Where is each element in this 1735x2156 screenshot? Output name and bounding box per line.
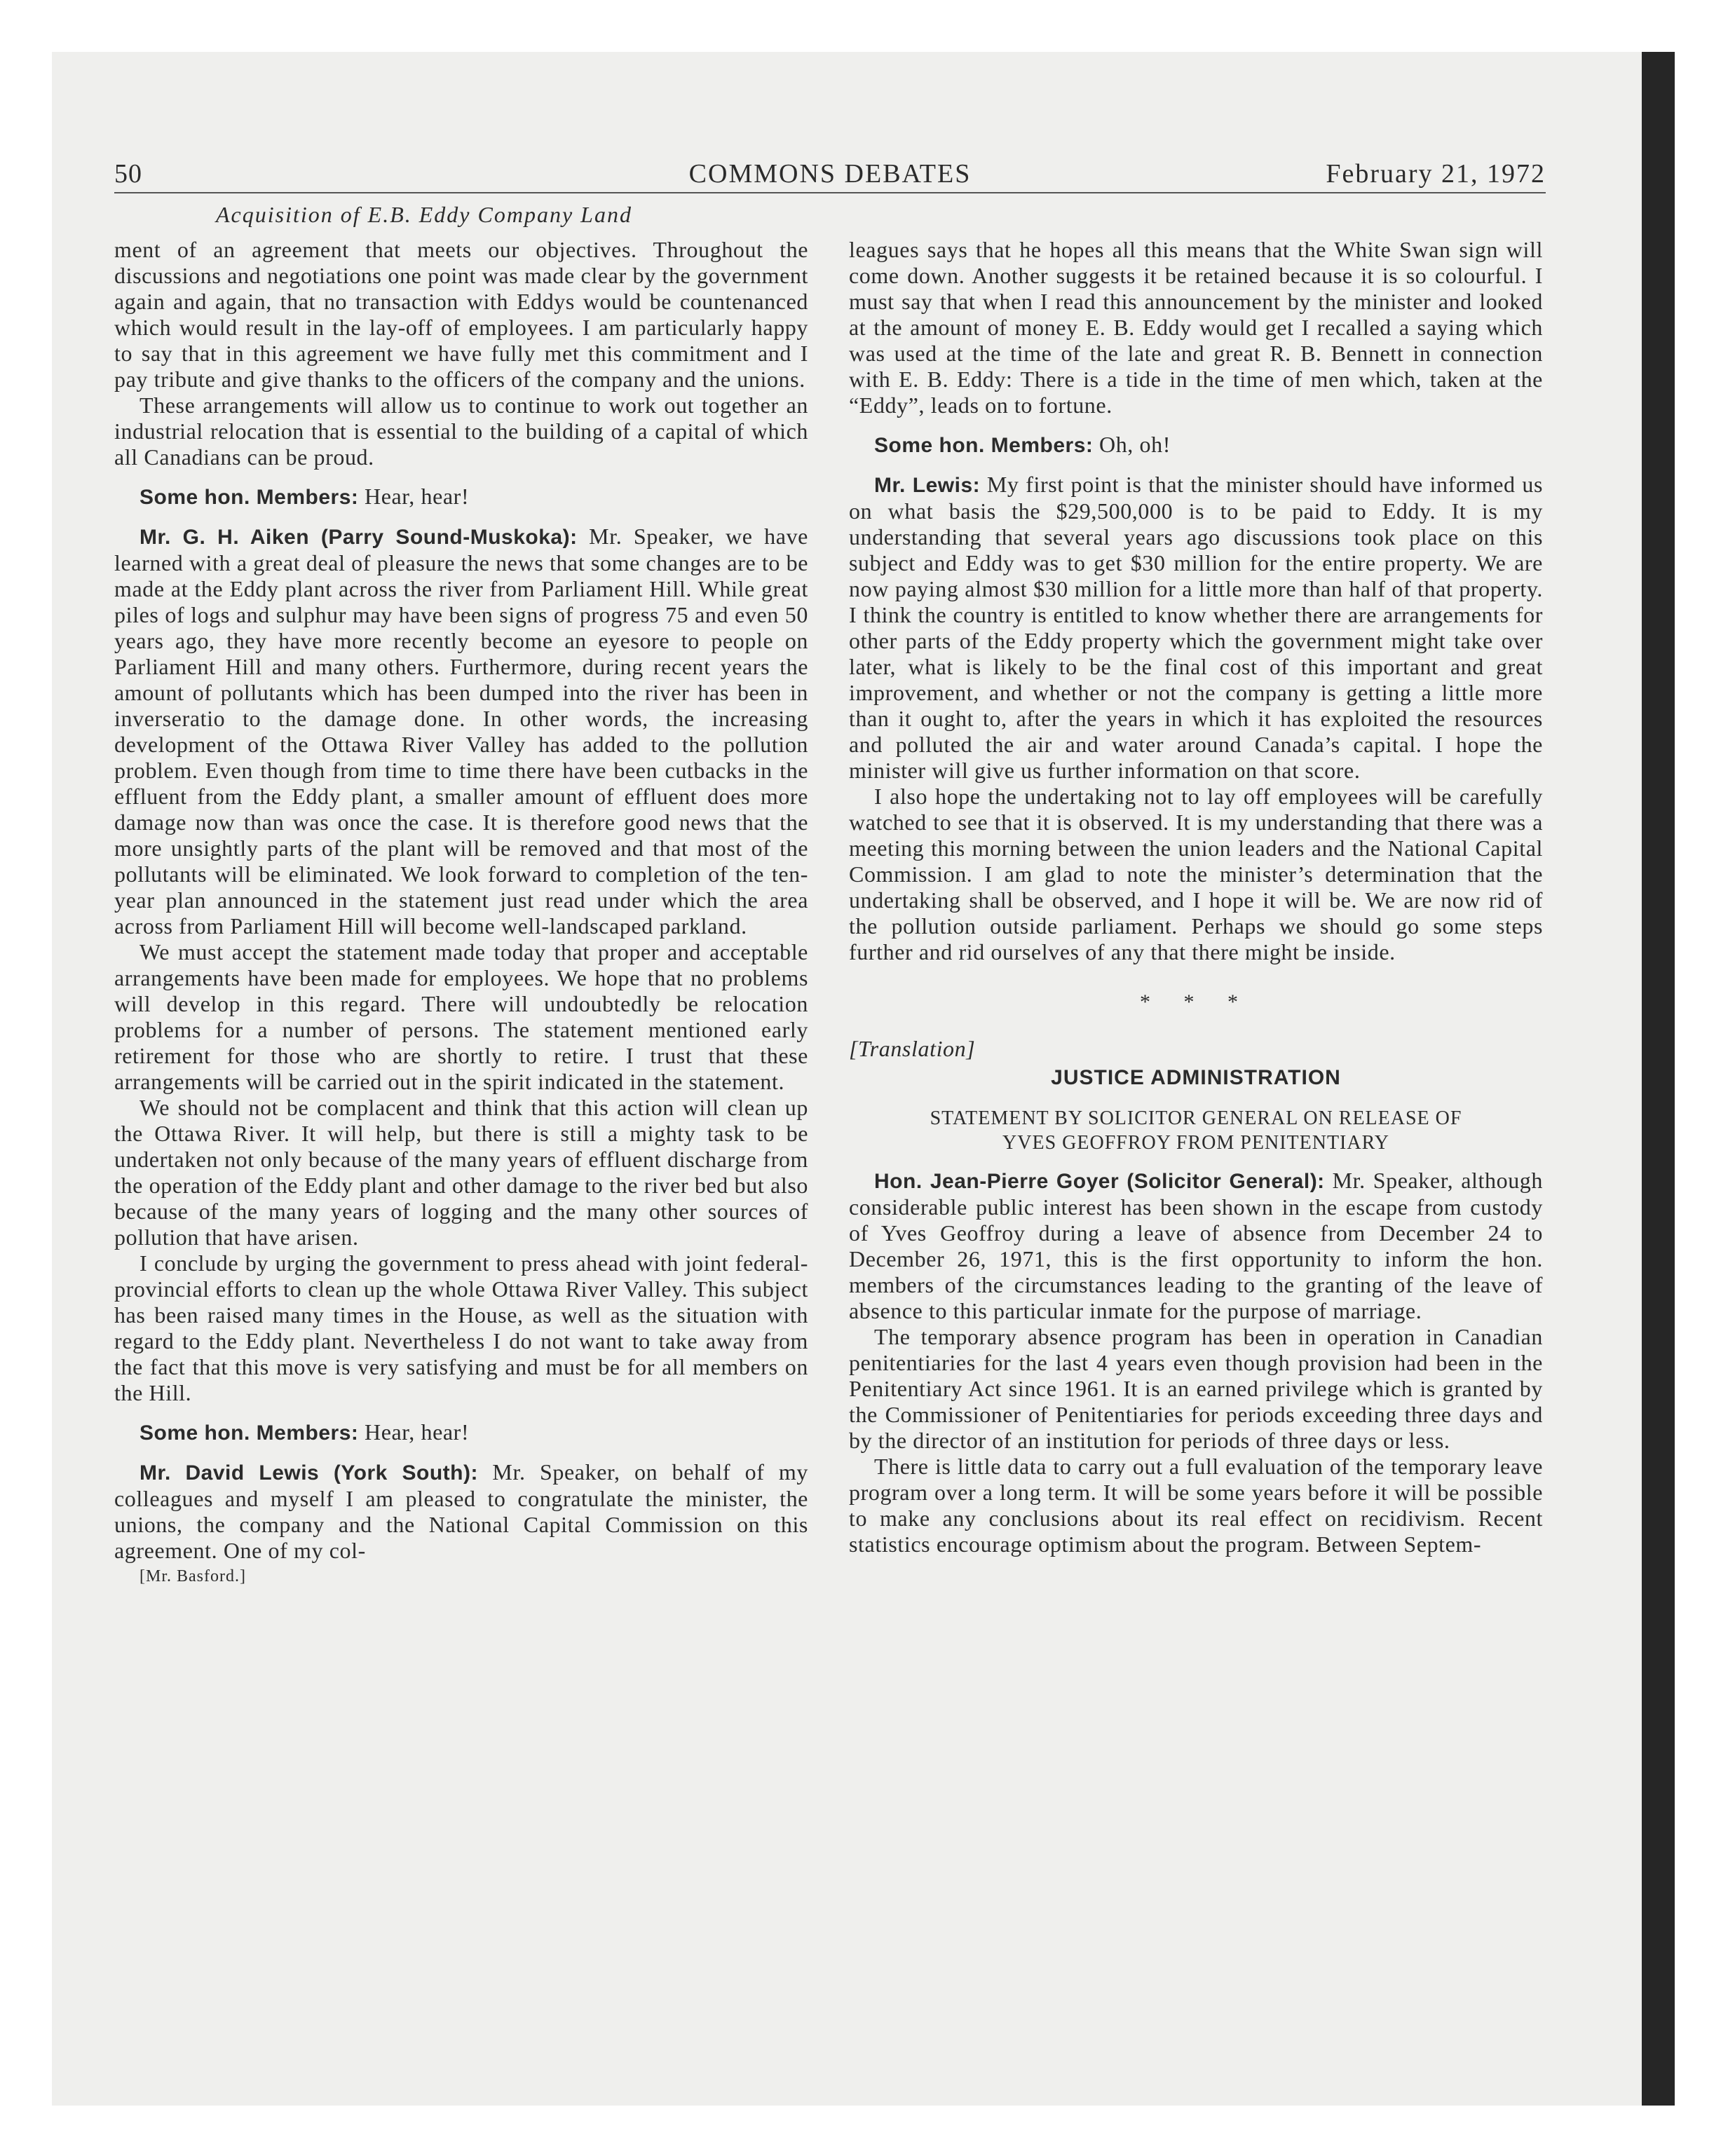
- speaker-name: Some hon. Members:: [874, 434, 1094, 457]
- paragraph: We must accept the statement made today that proper and acceptable arrangements have been made for employees. We hope that no problems will develop in this regard. There will undoubtedly be relocation problems for a number of persons. The statement mentioned early retirement for those who are shortly to retire. I trust that these arrangements will be carried out in the spirit indicated in the statement.: [114, 939, 808, 1094]
- speech-text: Hear, hear!: [358, 484, 470, 509]
- publication-title: COMMONS DEBATES: [688, 159, 972, 189]
- speaker-name: Some hon. Members:: [140, 486, 359, 509]
- speech: [114, 1459, 808, 1564]
- page-number: 50: [114, 159, 142, 189]
- translation-note: [Translation]: [849, 1036, 976, 1061]
- section-heading: JUSTICE ADMINISTRATION: [1051, 1066, 1341, 1089]
- paragraph: I also hope the undertaking not to lay off employees will be carefully watched to see that it is observed. It is my understanding that there was a meeting this morning between the union leaders and the National Capital Commission. I am glad to note the minister’s determination that the undertaking shall be observed, and I hope it will be. We are now rid of the pollution outside parliament. Perhaps we should go some steps further and rid ourselves of any that there might be inside.: [849, 784, 1543, 964]
- speaker-name: Some hon. Members:: [140, 1421, 359, 1445]
- speech-text: Hear, hear!: [358, 1419, 470, 1445]
- paragraph: We should not be complacent and think that this action will clean up the Ottawa River. It will help, but there is still a mighty task to be undertaken not only because of the many years of effluent discharge from the operation of the Eddy plant and other damage to the river bed but also because of the many years of logging and the many other sources of pollution that have arisen.: [114, 1095, 808, 1250]
- speech-text: Mr. Speaker, we have learned with a great deal of pleasure the news that some changes are to be made at the Eddy plant across the river from Parliament Hill. While great piles of logs and sulphur may have been signs of progress 75 and even 50 years ago, they have more recently become an eyesore to people on Parliament Hill and many others. Furthermore, during recent years the amount of pollutants which has been dumped into the river has been in inverseratio to the damage done. In other words, the increasing development of the Ottawa River Valley has added to the pollution problem. Even though from time to time there have been cutbacks in the effluent from the Eddy plant, a smaller amount of effluent does more damage now than was once the case. It is therefore good news that the more unsightly parts of the plant will be removed and that most of the pollutants will be eliminated. We look forward to completion of the ten-year plan announced in the statement just read under which the area across from Parliament Hill will become well-landscaped parkland.: [114, 524, 808, 939]
- document-page: [114, 153, 1546, 1585]
- speech-text: Mr. Speaker, on behalf of my colleagues and myself I am pleased to congratulate the minister, the unions, the company and the National Capital Commission on this agreement. One of my col-: [114, 1459, 808, 1563]
- speech: [849, 432, 1543, 458]
- speaker-name: Hon. Jean-Pierre Goyer (Solicitor General):: [874, 1170, 1325, 1193]
- paragraph: There is little data to carry out a full evaluation of the temporary leave program over a long term. It will be some years before it will be possible to make any conclusions about its real effect on recidivism. Recent statistics encourage optimism about the program. Between Septem-: [849, 1454, 1543, 1557]
- speech: [114, 524, 808, 939]
- left-column: [114, 237, 808, 1590]
- paragraph: ment of an agreement that meets our objectives. Throughout the discussions and negotiations one point was made clear by the government again and again, that no transaction with Eddys would be countenanced which would result in the lay-off of employees. I am particularly happy to say that in this agreement we have fully met this commitment and I pay tribute and give thanks to the officers of the company and the unions.: [114, 237, 808, 392]
- speech-text: Oh, oh!: [1093, 432, 1171, 457]
- scan-edge: [1642, 52, 1675, 2106]
- paragraph: These arrangements will allow us to continue to work out together an industrial relocation that is essential to the building of a capital of which all Canadians can be proud.: [114, 393, 808, 470]
- speech-text: My first point is that the minister should have informed us on what basis the $29,500,000 is to be paid to Eddy. It is my understanding that several years ago discussions took place on this subject and Eddy was to get $30 million for the entire property. We are now paying almost $30 million for a little more than half of that property. I think the country is entitled to know whether there are arrangements for other parts of the Eddy property which the government might take over later, what is likely to be the final cost of this important and great improvement, and whether or not the company is getting a little more than it ought to, after the years in which it has exploited the resources and polluted the air and water around Canada’s capital. I hope the minister will give us further information on that score.: [849, 472, 1543, 783]
- speech: [849, 1168, 1543, 1324]
- statement-heading-line: YVES GEOFFROY FROM PENITENTIARY: [1002, 1132, 1389, 1154]
- statement-heading: [849, 1106, 1543, 1155]
- section-break: * * *: [1140, 990, 1252, 1014]
- speaker-name: Mr. Lewis:: [874, 474, 981, 497]
- paragraph: I conclude by urging the government to press ahead with joint federal-provincial efforts to clean up the whole Ottawa River Valley. This subject has been raised many times in the House, as well as the situation with regard to the Eddy plant. Nevertheless I do not want to take away from the fact that this move is very satisfying and must be for all members on the Hill.: [114, 1250, 808, 1405]
- speaker-name: Mr. David Lewis (York South):: [140, 1461, 478, 1485]
- paragraph: leagues says that he hopes all this means that the White Swan sign will come down. Another suggests it be retained because it is so colourful. I must say that when I read this announcement by the minister and looked at the amount of money E. B. Eddy would get I recalled a saying which was used at the time of the late and great R. B. Bennett in connection with E. B. Eddy: There is a tide in the time of men which, taken at the “Eddy”, leads on to fortune.: [849, 237, 1543, 418]
- running-header: [114, 153, 1546, 193]
- speech: [114, 1419, 808, 1446]
- statement-heading-line: STATEMENT BY SOLICITOR GENERAL ON RELEASE OF: [930, 1107, 1462, 1129]
- speech-text: Mr. Speaker, although considerable public interest has been shown in the escape from custody of Yves Geoffroy during a leave of absence from December 24 to December 26, 1971, this is the first opportunity to inform the hon. members of the circumstances leading to the granting of the leave of absence to this particular inmate for the purpose of marriage.: [849, 1168, 1544, 1323]
- speech: [114, 484, 808, 510]
- speech: [849, 472, 1543, 784]
- right-column: [849, 237, 1543, 1557]
- topic-subheading: Acquisition of E.B. Eddy Company Land: [216, 202, 632, 227]
- paragraph: The temporary absence program has been in operation in Canadian penitentiaries for the last 4 years even though provision had been in the Penitentiary Act since 1961. It is an earned privilege which is granted by the Commissioner of Penitentiaries for periods exceeding three days and by the director of an institution for periods of three days or less.: [849, 1324, 1543, 1453]
- speaker-name: Mr. G. H. Aiken (Parry Sound-Muskoka):: [140, 526, 578, 549]
- publication-date: February 21, 1972: [1326, 159, 1546, 189]
- speaker-footnote: [Mr. Basford.]: [140, 1567, 246, 1585]
